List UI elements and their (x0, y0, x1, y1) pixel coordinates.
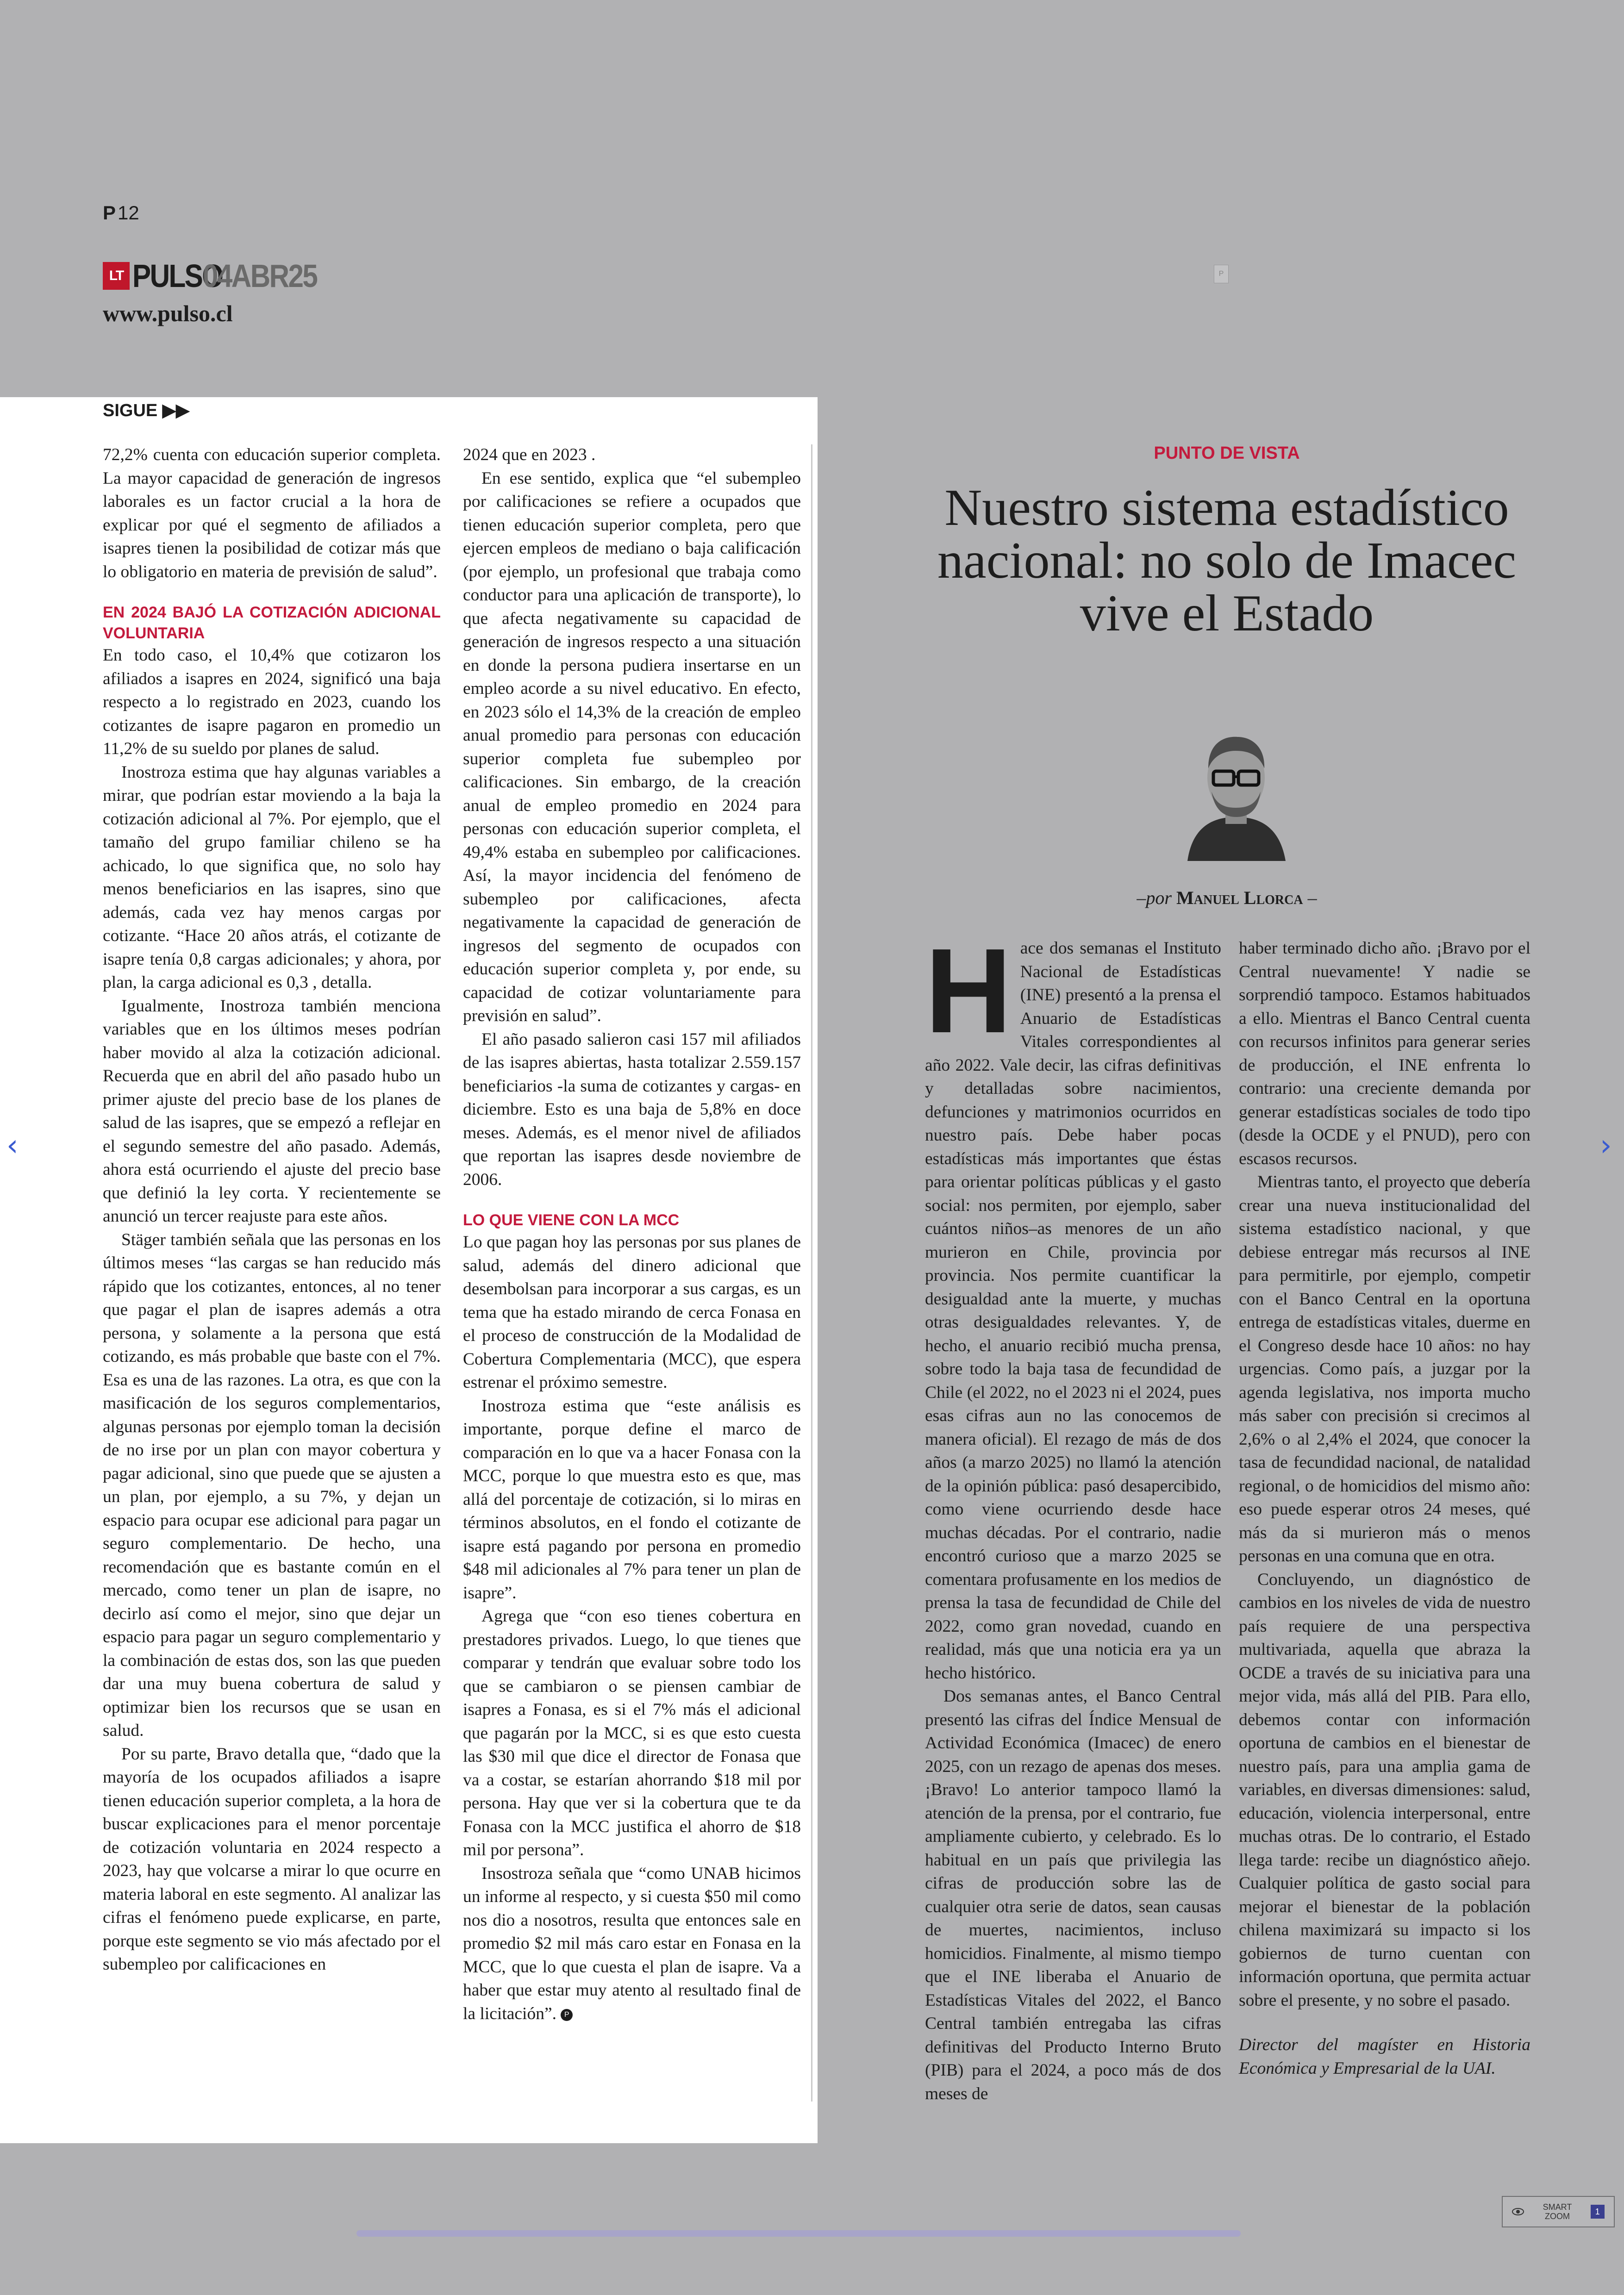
article-paragraph: En todo caso, el 10,4% que cotizaron los afiliados a isapres en 2024, significó una baja respecto a lo registrado en 2023, cuando los cotizantes de isapre pagaron en promedio un 11,2% de su sueldo por planes de salud. (103, 646, 441, 758)
author-portrait (1183, 722, 1289, 861)
opinion-column-1: Hace dos semanas el Instituto Nacional de Estadísticas (INE) presentó a la prensa el Anuario de Estadísticas Vitales correspondientes al año 2022. Vale decir, las cifras definitivas y detalladas sobre nacimientos, defunciones y matrimonios ocurridos en nuestro país. Debe haber pocas estadísticas más importantes que éstas para orientar políticas públicas y el gasto social: nos permiten, por ejemplo, saber cuántos niños–as menores de un año murieron en Chile, provincia por provincia. Nos permite cuantificar la desigualdad ante la muerte, y muchas otras desigualdades relevantes. Y, de hecho, el anuario recibió mucha prensa, sobre todo la baja tasa de fecundidad de Chile (el 2022, no el 2023 ni el 2024, pues esas cifras aun no las conocemos de manera oficial). El rezago de más de dos años (a marzo 2025) no llamó la atención de la opinión pública: pasó desapercibido, como viene ocurriendo desde hace muchas décadas. Por el contrario, nadie encontró curioso que a marzo 2025 se comentara profusamente en los medios de prensa la tasa de fecundidad de Chile del 2022, como gran novedad, cuando en realidad, más que una noticia era ya un hecho histórico. Dos semanas antes, el Banco Central presentó las cifras del Índice Mensual de Actividad Económica (Imacec) de enero 2025, con un rezago de apenas dos meses. ¡Bravo! Lo anterior tampoco llamó la atención de la prensa, por el contrario, fue ampliamente cubierto, y celebrado. Es lo habitual en un país que privilegia las cifras de producción sobre las de cualquier otra serie de datos, sean causas de muertes, nacimientos, incluso homicidios. Finalmente, al mismo tiempo que el INE liberaba el Anuario de Estadísticas Vitales del 2022, el Banco Central también entregaba las cifras definitivas del Producto Interno Bruto (PIB) para el 2024, a poco más de dos meses de (925, 924, 1221, 2103)
byline: –por Manuel Llorca – (1137, 887, 1317, 908)
issue-date: 04ABR25 (203, 258, 317, 294)
article-paragraph: 2024 que en 2023 . (463, 445, 596, 464)
article-paragraph: El año pasado salieron casi 157 mil afiliados de las isapres abiertas, hasta totalizar 2.559.157 beneficiarios -la suma de cotizantes y cargas- en diciembre. Esto es una baja de 5,8% en doce meses. Además, es el menor nivel de afiliados que reportan las isapres desde noviembre de 2006. (463, 1029, 801, 1189)
article-paragraph: Igualmente, Inostroza también menciona variables que en los últimos meses podrían haber movido al alza la cotización adicional. Recuerda que en abril del año pasado hubo un primer ajuste del precio base de los planes de salud de las isapres, que se empezó a reflejar en el segundo semestre del año pasado. Además, ahora está ocurriendo el ajuste del precio base que definió la ley corta. Y recientemente se anunció un tercer reajuste para este años. (103, 996, 441, 1226)
opinion-headline: Nuestro sistema estadístico nacional: no solo de Imacec vive el Estado (937, 479, 1517, 642)
article-paragraph: Inostroza estima que “este análisis es importante, porque define el marco de comparación en lo que va a hacer Fonasa con la MCC, porque lo que muestra esto es que, mas allá del porcentaje de cotización, si lo miras en términos absolutos, en el fondo el cotizante de isapre está pagando por persona en promedio $48 mil adicionales al 7% para tener un plan de isapre”. (463, 1396, 801, 1603)
article-paragraph: Lo que pagan hoy las personas por sus planes de salud, además del dinero adicional que desembolsan para incorporar a sus cargas, es un tema que ha estado mirando de cerca Fonasa en el proceso de construcción de la Modalidad de Cobertura Complementaria (MCC), que espera estrenar el próximo semestre. (463, 1233, 801, 1392)
eye-icon (1512, 2208, 1524, 2216)
article-paragraph: Agrega que “con eso tienes cobertura en prestadores privados. Luego, lo que tienes que comparar y tendrán que evaluar sobre todo los que se cambiaron o se piensen cambiar de isapres a Fonasa, es si el 7% más el adicional que pagarán por la MCC, si es que esto cuesta las $30 mil que dice el director de Fonasa que va a costar, se estarían ahorrando $18 mil por persona. Hay que ver si la cobertura que te da Fonasa con la MCC justifica el ahorro de $18 mil por persona”. (463, 1607, 801, 1859)
brand-name: PULSO (132, 258, 223, 294)
section-kicker: PUNTO DE VISTA (1154, 443, 1300, 463)
author-signature: Director del magíster en Historia Económica y Empresarial de la UAI. (1239, 2035, 1530, 2078)
site-url[interactable]: www.pulso.cl (103, 300, 233, 326)
opinion-column-2: haber terminado dicho año. ¡Bravo por el Central nuevamente! Y nadie se sorprendió tampoco. Estamos habituados a ello. Mientras el Banco Central cuenta con recursos infinitos para generar series de producción, el INE enfrenta lo contrario: una creciente demanda por generar estadísticas sociales de todo tipo (desde la OCDE y el PNUD), pero con escasos recursos. Mientras tanto, el proyecto que debería crear una nueva institucionalidad del sistema estadístico nacional, y que debiese entregar más recursos al INE para permitirle, por ejemplo, competir con el Banco Central en la oportuna entrega de estadísticas vitales, duerme en el Congreso desde hace 10 años: no hay urgencias. Como país, a juzgar por la agenda legislativa, nos importa mucho más saber con precisión si crecimos al 2,6% o al 2,4% el 2024, que conocer la tasa de fecundidad nacional, de natalidad regional, o de homicidios del mismo año: eso puede esperar otros 24 meses, qué más da si murieron más o menos personas en una comuna que en otra. Concluyendo, un diagnóstico de cambios en los niveles de vida de nuestro país requiere de una perspectiva multivariada, aquella que abraza la OCDE a través de su iniciativa para una mejor vida, más allá del PIB. Para ello, debemos contar con información oportuna de cambios en el bienestar de nuestro país, para una amplia gama de variables, en diversas dimensiones: salud, educación, violencia interpersonal, entre muchas otras. De lo contrario, el Estado llega tarde: recibe un diagnóstico añejo. Cualquier política de gasto social para mejorar el bienestar de la población chilena maximizará su impacto si los gobiernos de turno cuentan con información oportuna, que permita actuar sobre el presente, y no sobre el pasado. Director del magíster en Historia Económica y Empresarial de la UAI. (1239, 937, 1530, 2080)
article-paragraph: Stäger también señala que las personas en los últimos meses “las cargas se han reducido más rápido que los cotizantes, entonces, al no tener que pagar el plan de isapres además a otra persona, y solamente a la persona que está cotizando, es más probable que baste con el 7%. Esa es una de las razones. La otra, es que con la masificación de los seguros complementarios, algunas personas por ejemplo toman la decisión de no irse por un plan con mayor cobertura y pagar adicional, sino que puede que se ajusten a un plan, por ejemplo, a su 7%, y dejan un espacio para ocupar ese adicional para pagar un seguro complementario. De hecho, una recomendación que es bastante común en el mercado, como tener un plan de isapre, no decirlo así como el mejor, sino que dejar un espacio para pagar un seguro complementario y la combinación de estas dos, son las que pueden dar una muy buena cobertura de salud y optimizar bien los recursos que se usan en salud. (103, 1230, 441, 1740)
smart-zoom-button[interactable]: SMART ZOOM 1 (1502, 2196, 1615, 2227)
next-page-arrow-icon[interactable]: › (1600, 1129, 1612, 1163)
article-column-2 (463, 443, 801, 2026)
zoom-count-badge: 1 (1591, 2205, 1605, 2219)
section-subheading: LO QUE VIENE CON LA MCC (463, 1211, 680, 1229)
lt-logo: LT (103, 262, 130, 290)
section-subheading: EN 2024 BAJÓ LA COTIZACIÓN ADICIONAL VOLUNTARIA (103, 604, 441, 642)
article-column-1 (103, 443, 441, 1977)
page-scrollbar[interactable] (356, 2230, 1241, 2237)
article-paragraph: En ese sentido, explica que “el subempleo por calificaciones se refiere a ocupados que tienen educación superior completa, pero que ejercen empleos de mediano o baja calificación (por ejemplo, un profesional que trabaja como conductor para una aplicación de transporte), lo que afecta negativamente su capacidad de generación de ingresos respecto a una situación en donde la persona pudiera insertarse en un empleo acorde a su nivel educativo. En efecto, en 2023 sólo el 14,3% de la creación de empleo anual promedio para personas con educación superior completa fue subempleo por calificaciones. Sin embargo, de la creación anual de empleo promedio en 2024 para personas con educación superior completa, el 49,4% estaba en subempleo por calificaciones. Así, la mayor incidencia del fenómeno de subempleo por calificaciones, afecta negativamente la capacidad de generación de ingresos del segmento de ocupados con educación superior completa y, por ende, su capacidad de cotizar voluntariamente para previsión en salud”. (463, 468, 801, 1025)
article-end-icon: P (561, 2009, 573, 2021)
column-divider (811, 444, 812, 2102)
masthead (103, 259, 336, 293)
article-paragraph: 72,2% cuenta con educación superior completa. La mayor capacidad de generación de ingresos laborales es un factor crucial a la hora de explicar por qué el segmento de afiliados a isapres tienen la posibilidad de cotizar más que lo obligatorio en materia de previsión de salud”. (103, 445, 441, 581)
article-paragraph: Inostroza estima que hay algunas variables a mirar, que podrían estar moviendo a la baja la cotización adicional al 7%. Por ejemplo, que el tamaño del grupo familiar chileno se ha achicado, lo que significa que, no solo hay menos beneficiarios en las isapres, sino que además, cada vez hay menos cargas por cotizante. “Hace 20 años atrás, el cotizante de isapre tenía 0,8 cargas adicionales; y ahora, por plan, la carga adicional es 0,3 , detalla. (103, 762, 441, 992)
article-paragraph: Por su parte, Bravo detalla que, “dado que la mayoría de los ocupados afiliados a isapre tienen educación superior completa, a la hora de buscar explicaciones para el menor porcentaje de cotización voluntaria en 2024 respecto a 2023, hay que volcarse a mirar lo que ocurre en materia laboral en este segmento. Al analizar las cifras el fenómeno puede explicarse, en parte, porque este segmento se vio más afectado por el subempleo por calificaciones en (103, 1744, 441, 1974)
drop-cap: H (925, 924, 1012, 1058)
page-thumbnail-icon[interactable]: P (1214, 265, 1229, 283)
prev-page-arrow-icon[interactable]: ‹ (6, 1129, 19, 1163)
page-number: P12 (103, 202, 139, 224)
author-name: Manuel Llorca (1176, 887, 1303, 908)
continued-label: SIGUE ▶▶ (103, 401, 190, 420)
article-paragraph: Insostroza señala que “como UNAB hicimos un informe al respecto, y si cuesta $50 mil como nos dio a nosotros, resulta que entonces sale en promedio $2 mil más caro estar en Fonasa en la MCC, que lo que cuesta el plan de isapre. Va a haber que estar muy atento al resultado final de la licitación”. P (463, 1864, 801, 2023)
